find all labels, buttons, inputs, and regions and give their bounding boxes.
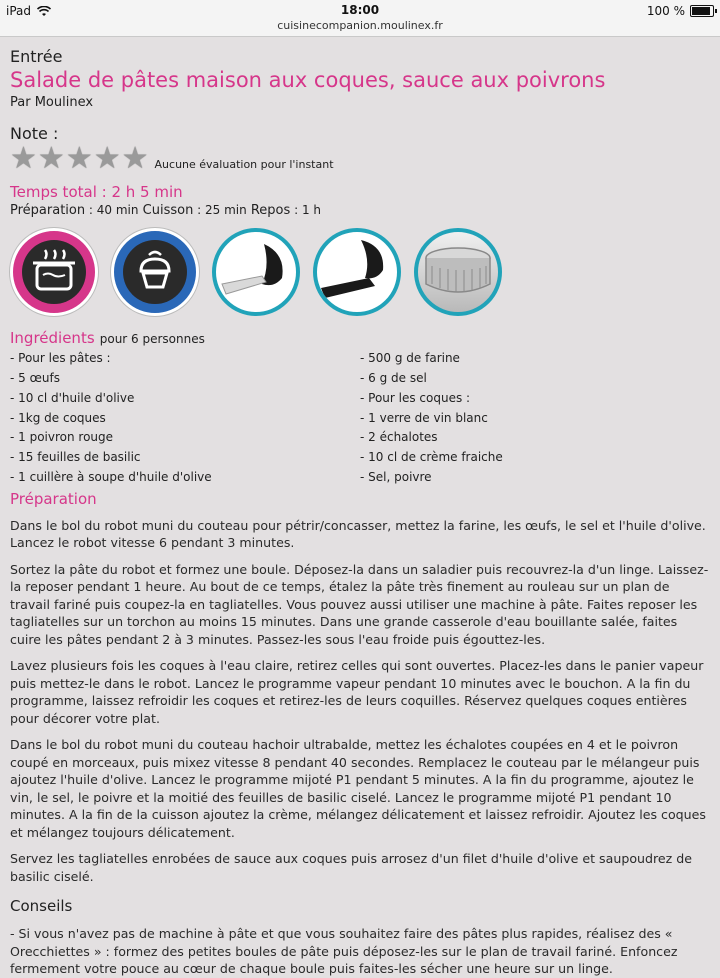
star-icon[interactable]: ★ <box>121 141 149 177</box>
address-url[interactable]: cuisinecompanion.moulinex.fr <box>277 19 443 32</box>
prep-time-value: : 40 min <box>85 203 139 218</box>
rest-time-label: Repos <box>250 203 291 219</box>
steamer-basket-icon[interactable] <box>414 228 502 316</box>
rating-text: Aucune évaluation pour l'instant <box>154 158 334 172</box>
star-icon[interactable]: ★ <box>37 141 65 177</box>
kneading-blade-icon[interactable] <box>212 228 300 316</box>
list-item: - 1 verre de vin blanc <box>360 410 488 425</box>
recipe-page <box>0 37 720 978</box>
star-icon[interactable]: ★ <box>93 141 121 177</box>
list-item: - Pour les coques : <box>360 390 471 405</box>
rating-stars[interactable] <box>10 141 149 177</box>
pot-program-icon[interactable] <box>10 228 98 316</box>
status-time: 18:00 <box>340 3 380 17</box>
cook-time-label: Cuisson <box>142 203 194 219</box>
time-total: Temps total : 2 h 5 min <box>10 183 183 202</box>
preparation-section <box>10 490 710 886</box>
tips-section <box>10 897 710 978</box>
list-item: - 1 poivron rouge <box>10 430 114 445</box>
note-label: Note : <box>10 124 59 144</box>
status-right <box>647 4 714 18</box>
battery-fill <box>692 7 710 15</box>
list-item: - 10 cl de crème fraiche <box>360 450 503 465</box>
preparation-step: Dans le bol du robot muni du couteau pour pétrir/concasser, mettez la farine, les œufs, le sel et l'huile d'olive. Lancez le robot vitesse 6 pendant 3 minutes. <box>10 517 706 551</box>
star-icon[interactable]: ★ <box>65 141 93 177</box>
ingredients-left-column <box>10 349 360 488</box>
mixer-blade-icon[interactable] <box>313 228 401 316</box>
device-name: iPad <box>6 4 32 18</box>
preparation-step: Lavez plusieurs fois les coques à l'eau claire, retirez celles qui sont ouvertes. Placez-les dans le panier vapeur puis mettez-le dans le robot. Lancez le programme vapeur pendant 10 minutes avec le bouchon. A la fin du programme, laissez refroidir les coques et retirez-les de leurs coquilles. Réservez quelques coques entières pour décorer votre plat. <box>10 658 704 726</box>
ingredients-title: Ingrédients <box>10 329 95 348</box>
status-bar <box>0 0 720 37</box>
ingredients-list <box>10 349 710 488</box>
ingredients-header <box>10 328 710 347</box>
list-item: - 15 feuilles de basilic <box>10 450 141 465</box>
ingredients-portion: pour 6 personnes <box>99 332 205 347</box>
rest-time-value: : 1 h <box>290 203 322 218</box>
prep-time-label: Préparation <box>10 203 86 219</box>
pastry-program-icon[interactable] <box>111 228 199 316</box>
tips-text: - Si vous n'avez pas de machine à pâte et que vous souhaitez faire des pâtes plus rapides, réalisez des « Orecchiettes » : formez des petites boules de pâte puis déposez-les sur le plan de travail fariné. Enfoncez fermement votre pouce au cœur de chaque boule puis faites-les sécher une heure sur un linge. <box>10 926 678 977</box>
list-item: - 6 g de sel <box>360 370 427 385</box>
list-item: - 500 g de farine <box>360 351 460 366</box>
list-item: - 1kg de coques <box>10 410 106 425</box>
preparation-step: Dans le bol du robot muni du couteau hachoir ultrabalde, mettez les échalotes coupées en 4 et le poivron coupé en morceaux, puis mixez vitesse 8 pendant 40 secondes. Remplacez le couteau par le mélangeur puis ajoutez l'huile d'olive. Lancez le programme mijoté P1 pendant 5 minutes. A la fin du programme, ajoutez le vin, le sel, le poivre et la moitié des feuilles de basilic ciselé. Lancez le programme mijoté P1 pendant 10 minutes. A la fin de la cuisson ajoutez la crème, mélangez délicatement et laissez refroidir. Ajoutez les coques et mélangez toujours délicatement. <box>10 737 706 840</box>
preparation-title: Préparation <box>10 489 97 508</box>
battery-icon <box>690 5 714 17</box>
cook-time-value: : 25 min <box>193 203 247 218</box>
tips-title: Conseils <box>10 897 73 916</box>
list-item: - 2 échalotes <box>360 430 438 445</box>
ingredients-right-column <box>360 349 710 488</box>
rating-row <box>10 141 710 177</box>
star-icon[interactable]: ★ <box>10 141 37 177</box>
list-item: - 5 œufs <box>10 370 60 385</box>
preparation-step: Servez les tagliatelles enrobées de sauce aux coques puis arrosez d'un filet d'huile d'olive et saupoudrez de basilic ciselé. <box>10 851 692 884</box>
battery-percent: 100 % <box>646 4 685 18</box>
list-item: - 10 cl d'huile d'olive <box>10 390 135 405</box>
preparation-step: Sortez la pâte du robot et formez une boule. Déposez-la dans un saladier puis recouvrez-la d'un linge. Laissez-la reposer pendant 1 heure. Au bout de ce temps, étalez la pâte très finement au rouleau sur un plan de travail fariné puis coupez-la en tagliatelles. Vous pouvez aussi utiliser une machine à pâte. Faites reposer les tagliatelles sur un torchon au moins 15 minutes. Dans une grande casserole d'eau bouillante salée, faites cuire les pâtes pendant 2 à 3 minutes. Passez-les sous l'eau froide puis égouttez-les. <box>10 561 709 647</box>
recipe-author: Par Moulinex <box>10 95 94 111</box>
recipe-title: Salade de pâtes maison aux coques, sauce aux poivrons <box>10 68 606 92</box>
list-item: - Pour les pâtes : <box>10 351 111 366</box>
recipe-category: Entrée <box>10 47 63 66</box>
list-item: - Sel, poivre <box>360 469 432 484</box>
list-item: - 1 cuillère à soupe d'huile d'olive <box>10 469 212 484</box>
time-details <box>10 203 710 218</box>
program-icons <box>10 228 710 316</box>
